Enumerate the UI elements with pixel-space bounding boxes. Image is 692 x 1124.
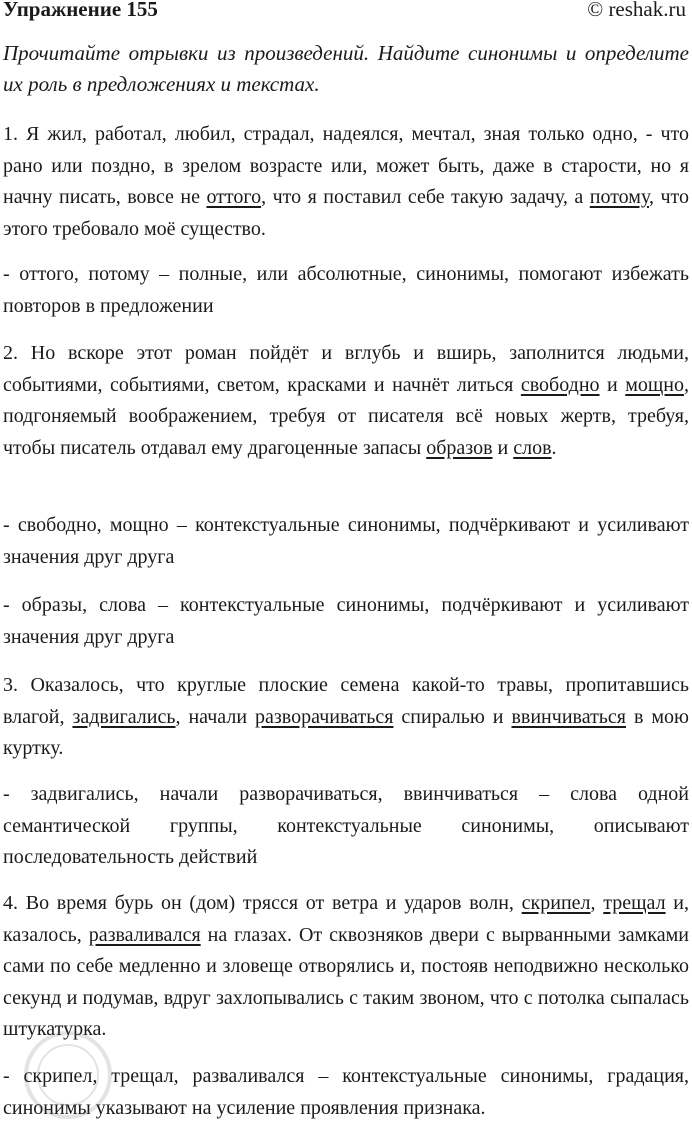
text-segment: спиралью и (393, 705, 512, 728)
text-segment: , подгоняемый воображением, требуя от писателя всё новых жертв, требуя, чтобы писатель отдавал ему драгоценные запасы (3, 373, 690, 459)
exercise-title: Упражнение 155 (3, 0, 158, 21)
site-credit: © reshak.ru (587, 0, 686, 21)
text-segment: . (551, 436, 557, 459)
text-segment: 1. Я жил, работал, любил, страдал, надеялся, мечтал, зная только одно, - что рано или поздно, в зрелом возрасте или, может быть, даже в старости, но я начну писать, вовсе не (3, 123, 689, 208)
paragraph-2 (3, 338, 689, 464)
underlined-synonym: скрипел (521, 892, 591, 914)
text-segment: , что я поставил себе такую задачу, а (261, 186, 590, 208)
paragraph-4 (3, 888, 689, 1046)
underlined-synonym: мощно (625, 373, 685, 396)
paragraph-1 (3, 119, 689, 245)
text-segment: 2. Но вскоре этот роман пойдёт и вглубь и вширь, заполнится людьми, событиями, событиями, светом, красками и начнёт литься (3, 342, 689, 396)
paragraph-3-answer (3, 779, 689, 874)
text-segment: - скрипел, трещал, разваливался – контекстуальные синонимы, градация, синонимы указывают на усиление проявления признака. (3, 1065, 689, 1119)
paragraph-2-answer-a (3, 510, 689, 573)
paragraph-3 (3, 670, 689, 765)
text-segment: , начали (175, 705, 256, 728)
underlined-synonym: задвигались (72, 705, 176, 728)
text-segment: - образы, слова – контекстуальные синонимы, подчёркивают и усиливают значения друг друга (3, 594, 689, 648)
task-instruction: Прочитайте отрывки из произведений. Найдите синонимы и определите их роль в предложениях и текстах. (3, 41, 689, 96)
text-segment: и (492, 436, 514, 459)
underlined-synonym: разворачиваться (255, 705, 394, 728)
text-segment: - свободно, мощно – контекстуальные синонимы, подчёркивают и усиливают значения друг друга (3, 514, 689, 568)
text-segment: на глазах. От сквозняков двери с вырванными замками сами по себе медленно и зловеще отворялись и, постояв неподвижно несколько секунд и подумав, вдруг захлопывались с таким звоном, что с потолка сыпалась штукатурка. (3, 923, 689, 1040)
underlined-synonym: свободно (520, 373, 600, 396)
text-segment: , (590, 892, 604, 914)
underlined-synonym: ввинчиваться (511, 705, 626, 728)
underlined-synonym: слов (513, 436, 552, 459)
text-segment: , что этого требовало моё существо. (3, 186, 689, 240)
paragraph-1-answer (3, 259, 689, 322)
underlined-synonym: образов (426, 436, 493, 459)
underlined-synonym: разваливался (88, 923, 201, 946)
text-segment: в мою куртку. (3, 705, 690, 759)
text-segment: 4. Во время бурь он (дом) трясся от ветра и ударов волн, (3, 892, 522, 914)
paragraph-2-answer-b (3, 590, 689, 653)
underlined-synonym: потому (589, 186, 649, 208)
text-segment: 3. Оказалось, что круглые плоские семена какой-то травы, пропитавшись влагой, (3, 674, 689, 728)
paragraph-4-answer (3, 1061, 689, 1124)
text-segment: и, казалось, (3, 892, 689, 946)
underlined-synonym: трещал (603, 892, 666, 914)
text-segment: - оттого, потому – полные, или абсолютные, синонимы, помогают избежать повторов в предложении (3, 263, 689, 317)
text-segment: и (599, 373, 626, 396)
underlined-synonym: оттого (206, 186, 262, 208)
text-segment: - задвигались, начали разворачиваться, ввинчиваться – слова одной семантической группы, контекстуальные синонимы, описывают последовательность действий (3, 783, 689, 868)
header (3, 0, 686, 22)
